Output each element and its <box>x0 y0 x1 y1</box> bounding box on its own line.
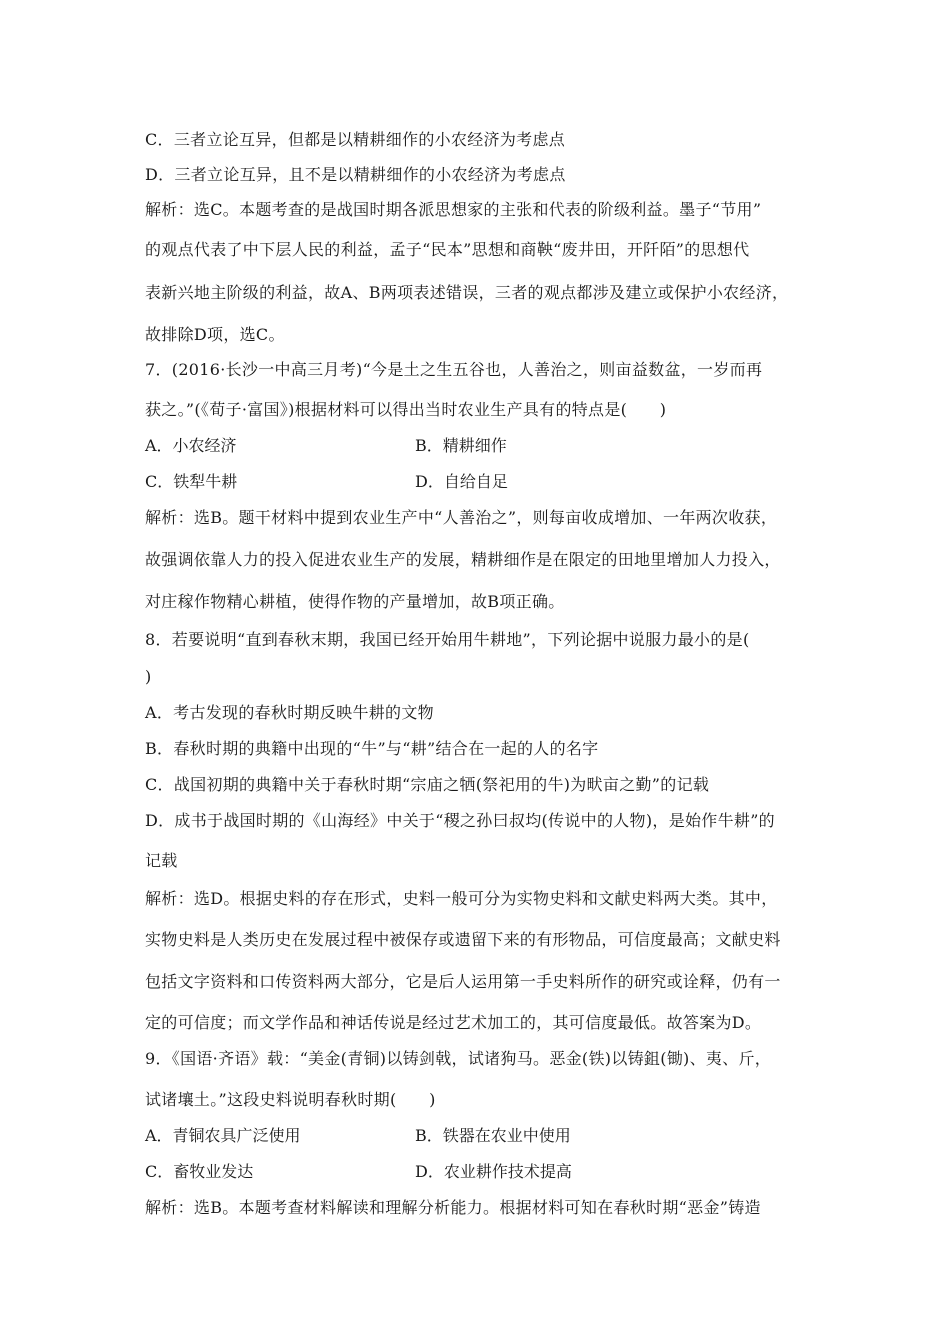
q8-option-d-line-2: 记载 <box>145 851 178 870</box>
q8-analysis-line-2: 实物史料是人类历史在发展过程中被保存或遗留下来的有形物品，可信度最高；文献史料 <box>145 930 781 949</box>
q7-analysis-line-3: 对庄稼作物精心耕植，使得作物的产量增加，故B项正确。 <box>145 592 565 611</box>
q7-stem-line-2: 获之。”(《荀子·富国》)根据材料可以得出当时农业生产具有的特点是( ) <box>145 400 667 419</box>
q8-option-b: B．春秋时期的典籍中出现的“牛”与“耕”结合在一起的人的名字 <box>145 739 599 758</box>
q8-analysis-line-1: 解析：选D。根据史料的存在形式，史料一般可分为实物史料和文献史料两大类。其中， <box>145 889 778 908</box>
q8-option-a: A．考古发现的春秋时期反映牛耕的文物 <box>145 703 434 722</box>
q8-option-d-line-1: D．成书于战国时期的《山海经》中关于“稷之孙曰叔均(传说中的人物)，是始作牛耕”的 <box>145 811 775 830</box>
q6-option-c: C．三者立论互异，但都是以精耕细作的小农经济为考虑点 <box>145 130 566 149</box>
q8-stem-line-2: ) <box>145 667 152 686</box>
q7-analysis-line-2: 故强调依靠人力的投入促进农业生产的发展，精耕细作是在限定的田地里增加人力投入， <box>145 550 781 569</box>
q9-option-c: C．畜牧业发达 <box>145 1162 254 1181</box>
q8-analysis-line-4: 定的可信度；而文学作品和神话传说是经过艺术加工的，其可信度最低。故答案为D。 <box>145 1013 762 1032</box>
q6-analysis-line-4: 故排除D项，选C。 <box>145 325 285 344</box>
q9-option-a: A．青铜农具广泛使用 <box>145 1126 301 1145</box>
q7-option-b: B．精耕细作 <box>415 436 507 455</box>
q7-stem-line-1: 7．(2016·长沙一中高三月考)“今是土之生五谷也，人善治之，则亩益数盆，一岁而再 <box>145 360 763 379</box>
q7-option-a: A．小农经济 <box>145 436 237 455</box>
q6-analysis-line-3: 表新兴地主阶级的利益，故A、B两项表述错误，三者的观点都涉及建立或保护小农经济， <box>145 283 789 302</box>
q9-stem-line-2: 试诸壤土。”这段史料说明春秋时期( ) <box>145 1090 436 1109</box>
q8-stem-line-1: 8．若要说明“直到春秋末期，我国已经开始用牛耕地”，下列论据中说服力最小的是( <box>145 630 750 649</box>
q6-analysis-line-2: 的观点代表了中下层人民的利益，孟子“民本”思想和商鞅“废井田，开阡陌”的思想代 <box>145 240 750 259</box>
q7-option-c: C．铁犁牛耕 <box>145 472 238 491</box>
q6-option-d: D．三者立论互异，且不是以精耕细作的小农经济为考虑点 <box>145 165 566 184</box>
q6-analysis-line-1: 解析：选C。本题考查的是战国时期各派思想家的主张和代表的阶级利益。墨子“节用” <box>145 200 762 219</box>
q7-analysis-line-1: 解析：选B。题干材料中提到农业生产中“人善治之”，则每亩收成增加、一年两次收获， <box>145 508 778 527</box>
q9-option-d: D．农业耕作技术提高 <box>415 1162 572 1181</box>
q9-option-b: B．铁器在农业中使用 <box>415 1126 571 1145</box>
q8-option-c: C．战国初期的典籍中关于春秋时期“宗庙之牺(祭祀用的牛)为畎亩之勤”的记载 <box>145 775 710 794</box>
q9-stem-line-1: 9．《国语·齐语》载：“美金(青铜)以铸剑戟，试诸狗马。恶金(铁)以铸鉏(锄)、夷、斤， <box>145 1049 772 1068</box>
q8-analysis-line-3: 包括文字资料和口传资料两大部分，它是后人运用第一手史料所作的研究或诠释，仍有一 <box>145 972 781 991</box>
q9-analysis-line-1: 解析：选B。本题考查材料解读和理解分析能力。根据材料可知在春秋时期“恶金”铸造 <box>145 1198 761 1217</box>
q7-option-d: D．自给自足 <box>415 472 508 491</box>
